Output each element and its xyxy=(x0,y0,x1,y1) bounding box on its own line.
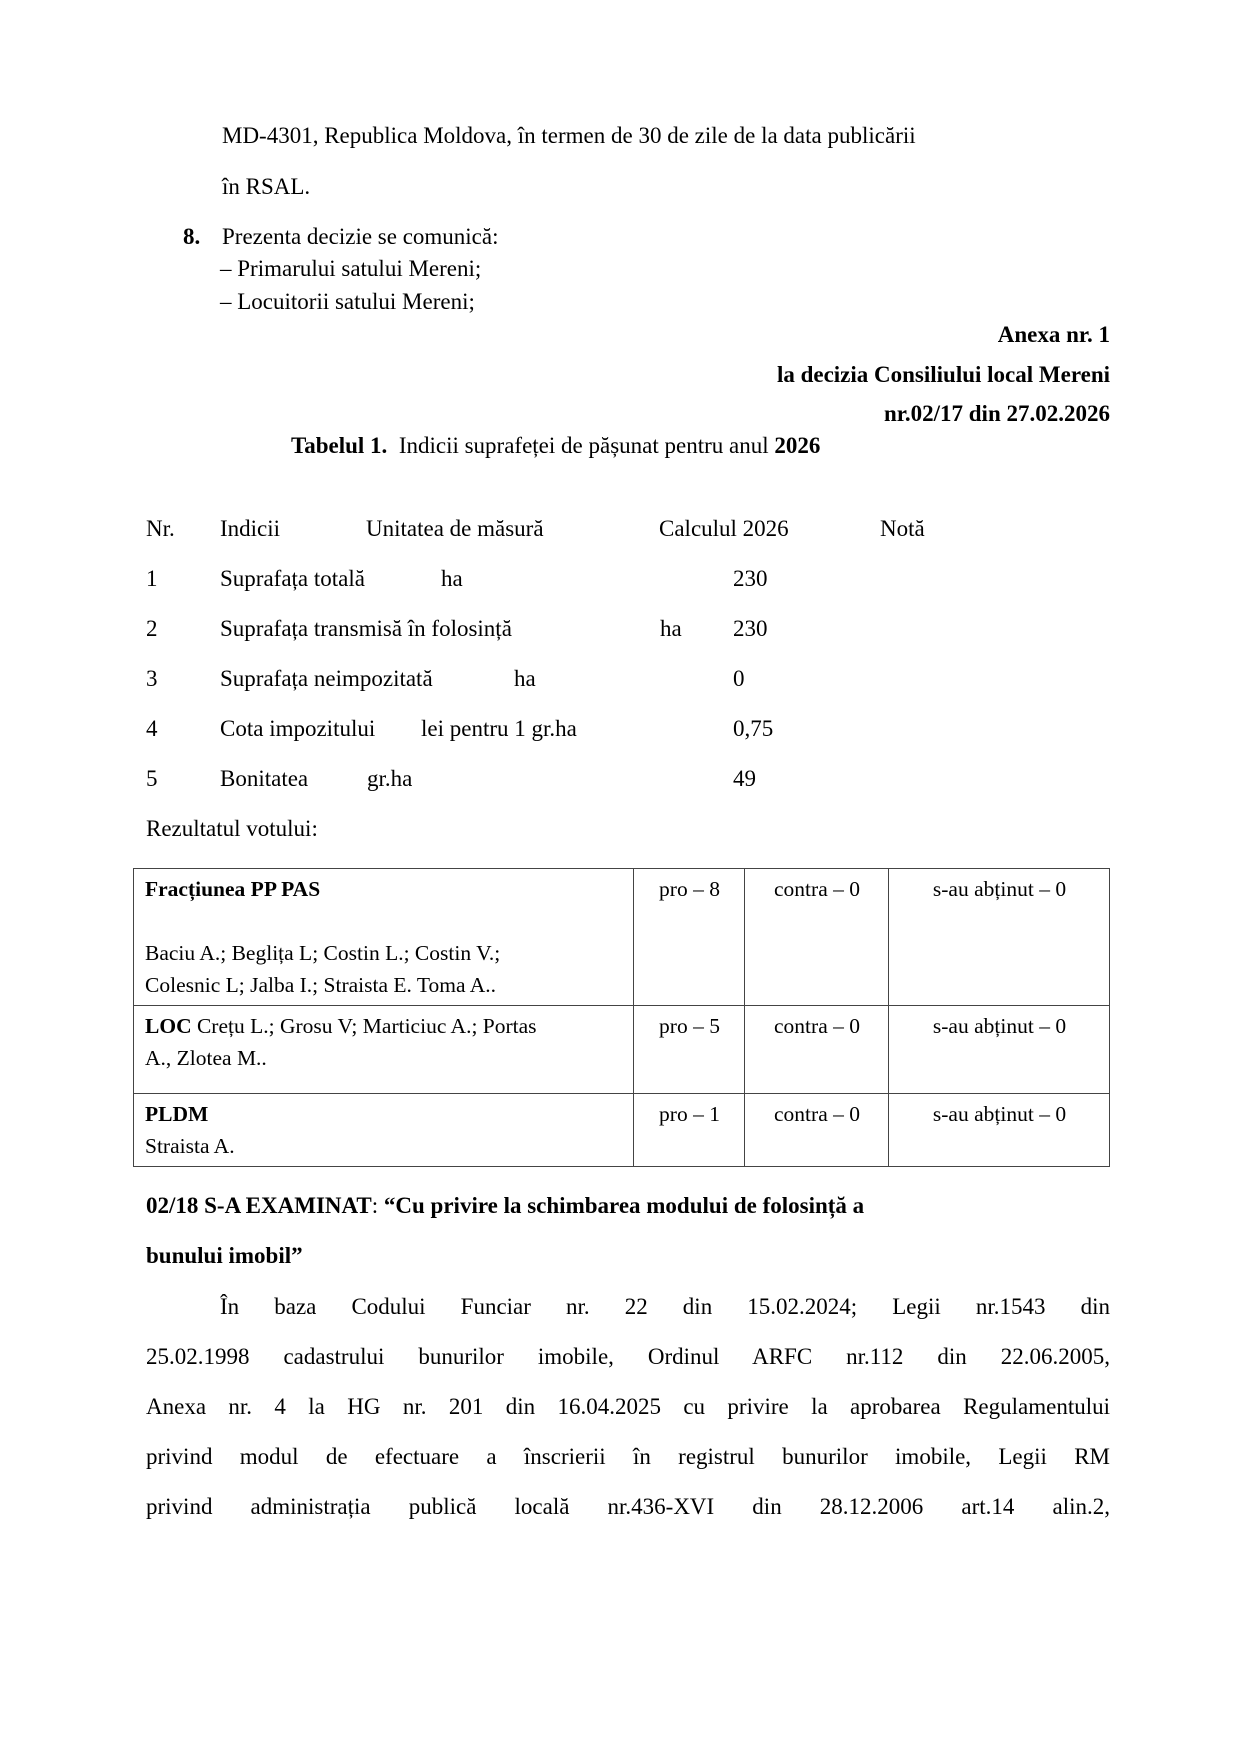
annex-decision: la decizia Consiliului local Mereni xyxy=(776,362,1110,387)
header-note: Notă xyxy=(880,516,925,541)
section-number: 02/18 S-A EXAMINAT xyxy=(146,1193,372,1218)
row-value: 0,75 xyxy=(733,716,774,741)
table-caption-text: Indicii suprafeței de pășunat pentru anul xyxy=(398,433,769,458)
row-indicator: Cota impozitului xyxy=(220,716,376,741)
intro-line-2: în RSAL. xyxy=(222,174,311,199)
table-caption-year: 2026 xyxy=(774,433,821,458)
table-caption-label: Tabelul 1. xyxy=(291,433,388,458)
table-caption xyxy=(291,434,820,457)
row-value: 0 xyxy=(733,666,745,691)
section-colon: : xyxy=(371,1193,379,1218)
body-paragraph-line: În baza Codului Funciar nr. 22 din 15.02.2024; Legii nr.1543 din xyxy=(220,1294,1110,1319)
row-nr: 2 xyxy=(146,616,158,641)
point-8-text: Prezenta decizie se comunică: xyxy=(222,224,499,249)
row-value: 230 xyxy=(733,566,768,591)
annex-title: Anexa nr. 1 xyxy=(997,322,1110,347)
faction-cell xyxy=(134,1006,634,1094)
row-nr: 3 xyxy=(146,666,158,691)
faction-name: LOC xyxy=(145,1014,192,1038)
section-title: “Cu privire la schimbarea modului de folosință a xyxy=(383,1193,865,1218)
vote-label: Rezultatul votului: xyxy=(146,816,318,841)
abstain-count: s-au abținut – 0 xyxy=(889,869,1110,1006)
row-unit: ha xyxy=(660,616,682,641)
row-nr: 1 xyxy=(146,566,158,591)
row-indicator: Suprafața totală xyxy=(220,566,365,591)
row-indicator: Suprafața transmisă în folosință xyxy=(220,616,512,641)
vote-row xyxy=(134,1006,1110,1094)
row-nr: 4 xyxy=(146,716,158,741)
pro-count: pro – 8 xyxy=(634,869,745,1006)
pro-count: pro – 1 xyxy=(634,1094,745,1167)
faction-members: A., Zlotea M.. xyxy=(145,1046,267,1070)
faction-members: Crețu L.; Grosu V; Marticiuc A.; Portas xyxy=(196,1014,537,1038)
recipient-item: – Locuitorii satului Mereni; xyxy=(220,289,475,314)
faction-name: PLDM xyxy=(145,1102,209,1126)
row-unit: ha xyxy=(441,566,463,591)
contra-count: contra – 0 xyxy=(745,1006,889,1094)
faction-name: Fracțiunea PP PAS xyxy=(145,877,321,901)
header-value: Calculul 2026 xyxy=(659,516,789,541)
row-unit: gr.ha xyxy=(367,766,413,791)
row-indicator: Suprafața neimpozitată xyxy=(220,666,433,691)
section-title-cont: bunului imobil” xyxy=(146,1243,303,1268)
contra-count: contra – 0 xyxy=(745,1094,889,1167)
faction-cell xyxy=(134,1094,634,1167)
body-paragraph-line: 25.02.1998 cadastrului bunurilor imobile, Ordinul ARFC nr.112 din 22.06.2005, xyxy=(146,1344,1110,1369)
recipient-item: – Primarului satului Mereni; xyxy=(220,256,482,281)
faction-members: Straista A. xyxy=(145,1134,235,1158)
row-unit: lei pentru 1 gr.ha xyxy=(421,716,577,741)
header-nr: Nr. xyxy=(146,516,175,541)
row-indicator: Bonitatea xyxy=(220,766,309,791)
pro-count: pro – 5 xyxy=(634,1006,745,1094)
body-paragraph-line: Anexa nr. 4 la HG nr. 201 din 16.04.2025 cu privire la aprobarea Regulamentului xyxy=(146,1394,1110,1419)
header-unit: Unitatea de măsură xyxy=(366,516,544,541)
row-value: 49 xyxy=(733,766,756,791)
row-value: 230 xyxy=(733,616,768,641)
faction-members: Colesnic L; Jalba I.; Straista E. Toma A.. xyxy=(145,973,497,997)
row-unit: ha xyxy=(514,666,536,691)
vote-row xyxy=(134,869,1110,1006)
vote-row xyxy=(134,1094,1110,1167)
section-heading xyxy=(146,1194,864,1217)
intro-line-1: MD-4301, Republica Moldova, în termen de 30 de zile de la data publicării xyxy=(222,123,916,148)
body-paragraph-line: privind modul de efectuare a înscrierii în registrul bunurilor imobile, Legii RM xyxy=(146,1444,1110,1469)
faction-cell xyxy=(134,869,634,1006)
abstain-count: s-au abținut – 0 xyxy=(889,1006,1110,1094)
faction-members: Baciu A.; Beglița L; Costin L.; Costin V.; xyxy=(145,941,501,965)
body-paragraph-line: privind administrația publică locală nr.436-XVI din 28.12.2006 art.14 alin.2, xyxy=(146,1494,1110,1519)
contra-count: contra – 0 xyxy=(745,869,889,1006)
vote-table xyxy=(133,868,1110,1167)
header-indicator: Indicii xyxy=(220,516,281,541)
annex-number-date: nr.02/17 din 27.02.2026 xyxy=(883,401,1110,426)
point-8-number: 8. xyxy=(183,224,201,249)
row-nr: 5 xyxy=(146,766,158,791)
abstain-count: s-au abținut – 0 xyxy=(889,1094,1110,1167)
